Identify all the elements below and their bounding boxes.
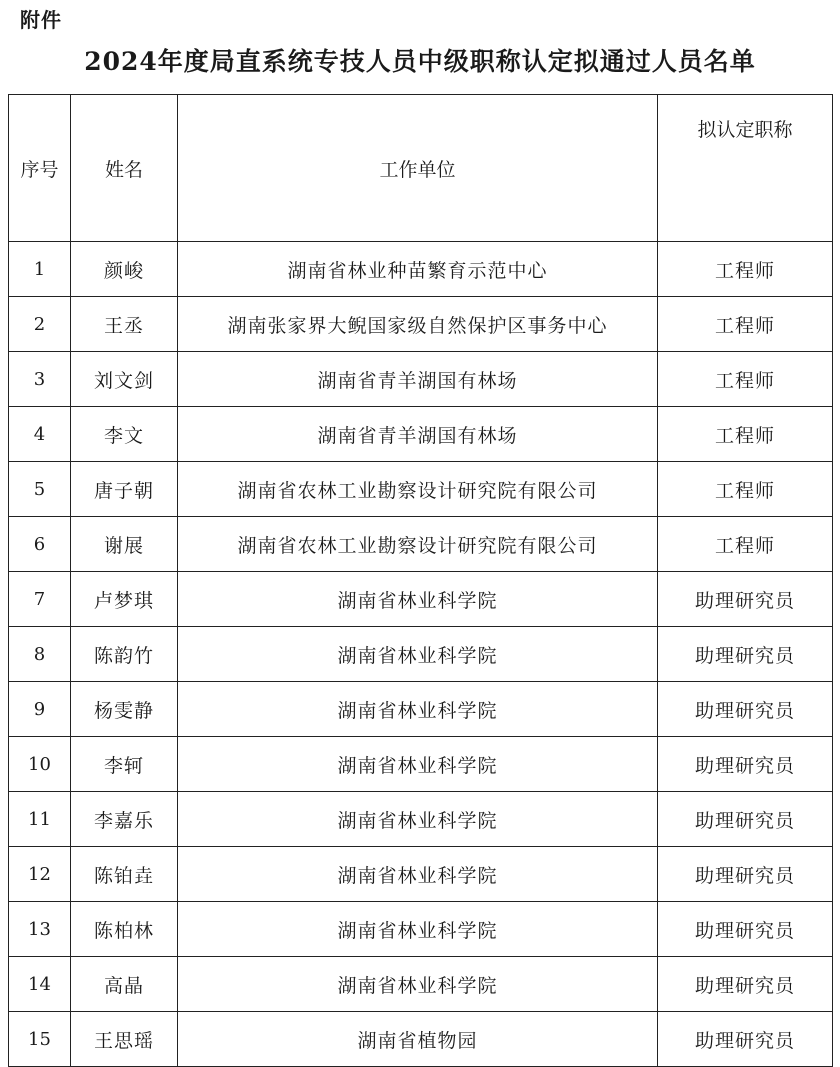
- work-unit: 湖南省林业科学院: [178, 627, 658, 682]
- person-name: 李轲: [71, 737, 178, 792]
- table-row: [9, 517, 833, 572]
- proposed-title: 工程师: [658, 407, 833, 462]
- work-unit: 湖南省青羊湖国有林场: [178, 407, 658, 462]
- person-name: 杨雯静: [71, 682, 178, 737]
- person-name: 王丞: [71, 297, 178, 352]
- proposed-title: 助理研究员: [658, 682, 833, 737]
- table-row: [9, 682, 833, 737]
- row-number: 7: [9, 572, 71, 627]
- table-row: [9, 297, 833, 352]
- person-name: 李文: [71, 407, 178, 462]
- table-row: [9, 957, 833, 1012]
- person-name: 李嘉乐: [71, 792, 178, 847]
- proposed-title: 助理研究员: [658, 902, 833, 957]
- work-unit: 湖南省林业科学院: [178, 902, 658, 957]
- table-row: [9, 1012, 833, 1067]
- work-unit: 湖南省青羊湖国有林场: [178, 352, 658, 407]
- work-unit: 湖南省林业种苗繁育示范中心: [178, 242, 658, 297]
- proposed-title: 工程师: [658, 462, 833, 517]
- person-name: 高晶: [71, 957, 178, 1012]
- table-row: [9, 792, 833, 847]
- person-name: 卢梦琪: [71, 572, 178, 627]
- row-number: 12: [9, 847, 71, 902]
- work-unit: 湖南省林业科学院: [178, 737, 658, 792]
- table-row: [9, 407, 833, 462]
- proposed-title: 助理研究员: [658, 627, 833, 682]
- proposed-title: 工程师: [658, 517, 833, 572]
- row-number: 15: [9, 1012, 71, 1067]
- table-row: [9, 902, 833, 957]
- person-name: 颜峻: [71, 242, 178, 297]
- column-header-title: 拟认定职称: [658, 95, 833, 242]
- row-number: 6: [9, 517, 71, 572]
- proposed-title: 助理研究员: [658, 737, 833, 792]
- work-unit: 湖南省农林工业勘察设计研究院有限公司: [178, 517, 658, 572]
- row-number: 13: [9, 902, 71, 957]
- row-number: 5: [9, 462, 71, 517]
- roster-table: [8, 94, 833, 1067]
- work-unit: 湖南省林业科学院: [178, 847, 658, 902]
- column-header-name: 姓名: [71, 95, 178, 242]
- work-unit: 湖南省植物园: [178, 1012, 658, 1067]
- row-number: 8: [9, 627, 71, 682]
- person-name: 陈韵竹: [71, 627, 178, 682]
- work-unit: 湖南省农林工业勘察设计研究院有限公司: [178, 462, 658, 517]
- row-number: 9: [9, 682, 71, 737]
- proposed-title: 助理研究员: [658, 1012, 833, 1067]
- person-name: 陈铂垚: [71, 847, 178, 902]
- person-name: 陈柏林: [71, 902, 178, 957]
- work-unit: 湖南省林业科学院: [178, 792, 658, 847]
- proposed-title: 助理研究员: [658, 957, 833, 1012]
- table-row: [9, 242, 833, 297]
- table-row: [9, 627, 833, 682]
- table-row: [9, 462, 833, 517]
- attachment-label: 附件: [20, 8, 62, 32]
- row-number: 2: [9, 297, 71, 352]
- row-number: 3: [9, 352, 71, 407]
- proposed-title: 助理研究员: [658, 572, 833, 627]
- work-unit: 湖南省林业科学院: [178, 957, 658, 1012]
- proposed-title: 助理研究员: [658, 847, 833, 902]
- row-number: 10: [9, 737, 71, 792]
- work-unit: 湖南张家界大鲵国家级自然保护区事务中心: [178, 297, 658, 352]
- row-number: 11: [9, 792, 71, 847]
- column-header-unit: 工作单位: [178, 95, 658, 242]
- table-header-row: [9, 95, 833, 242]
- table-row: [9, 847, 833, 902]
- proposed-title: 工程师: [658, 352, 833, 407]
- document-title: 2024年度局直系统专技人员中级职称认定拟通过人员名单: [84, 47, 756, 76]
- table-body: [9, 242, 833, 1067]
- table-row: [9, 352, 833, 407]
- work-unit: 湖南省林业科学院: [178, 572, 658, 627]
- proposed-title: 工程师: [658, 297, 833, 352]
- proposed-title: 工程师: [658, 242, 833, 297]
- table-row: [9, 737, 833, 792]
- person-name: 王思瑶: [71, 1012, 178, 1067]
- row-number: 14: [9, 957, 71, 1012]
- person-name: 唐子朝: [71, 462, 178, 517]
- person-name: 谢展: [71, 517, 178, 572]
- person-name: 刘文剑: [71, 352, 178, 407]
- proposed-title: 助理研究员: [658, 792, 833, 847]
- row-number: 1: [9, 242, 71, 297]
- table-row: [9, 572, 833, 627]
- work-unit: 湖南省林业科学院: [178, 682, 658, 737]
- column-header-no: 序号: [9, 95, 71, 242]
- row-number: 4: [9, 407, 71, 462]
